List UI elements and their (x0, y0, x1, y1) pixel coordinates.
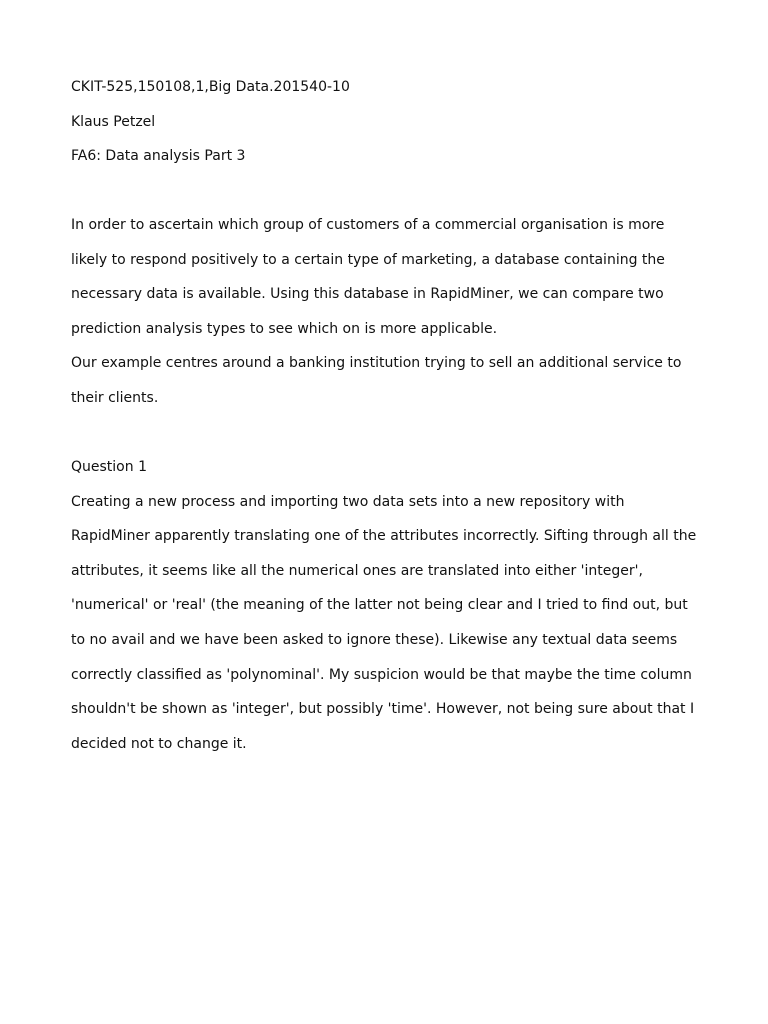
document-page (71, 70, 701, 761)
question-1-body: Creating a new process and importing two data sets into a new repository with RapidMiner apparently translating one of the attributes incorrectly. Sifting through all the attributes, it seems like all the numerical ones are translated into either 'integer', 'numerical' or 'real' (the meaning of the latter not being clear and I tried to find out, but to no avail and we have been asked to ignore these). Likewise any textual data seems correctly classified as 'polynominal'. My suspicion would be that maybe the time column shouldn't be shown as 'integer', but possibly 'time'. However, not being sure about that I decided not to change it. (71, 493, 697, 752)
spacer (71, 416, 701, 451)
intro-paragraph-2: Our example centres around a banking institution trying to sell an additional service to their clients. (71, 355, 682, 406)
spacer (71, 174, 701, 209)
question-1-heading: Question 1 (71, 459, 147, 476)
author-name: Klaus Petzel (71, 113, 156, 130)
course-line: CKIT-525,150108,1,Big Data.201540-10 (71, 79, 350, 95)
intro-paragraph-1: In order to ascertain which group of customers of a commercial organisation is more likely to respond positively to a certain type of marketing, a database containing the necessary data is available. Using this database in RapidMiner, we can compare two prediction analysis types to see which on is more applicable. (71, 217, 665, 337)
document-title: FA6: Data analysis Part 3 (71, 148, 246, 164)
